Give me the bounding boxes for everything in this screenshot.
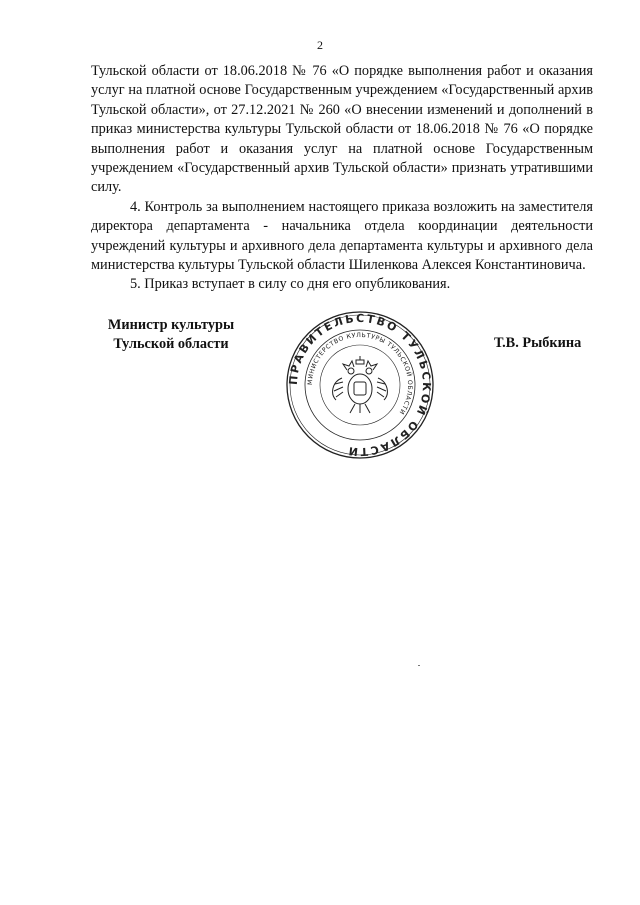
seal-outer-text: ПРАВИТЕЛЬСТВО ТУЛЬСКОЙ ОБЛАСТИ	[286, 311, 434, 459]
signature-block	[0, 310, 640, 460]
signatory-name: Т.В. Рыбкина	[494, 335, 582, 351]
scan-mark	[418, 665, 420, 666]
page-number: 2	[317, 38, 323, 52]
paragraph-effective: 5. Приказ вступает в силу со дня его опубликования.	[130, 276, 451, 293]
signatory-position-line1: Министр культуры	[107, 317, 235, 333]
signatory-position-line2: Тульской области	[113, 336, 229, 353]
signatory-position	[96, 316, 246, 355]
paragraph-continuation: Тульской области от 18.06.2018 № 76 «О порядке выполнения работ и оказания услуг на платной основе Государственным учреждением «Государственный архив Тульской области», от 27.12.2021 № 260 «О внесении изменений и дополнений в приказ министерства культуры Тульской области от 18.06.2018 № 76 «О порядке выполнения работ и оказания услуг на платной основе Государственным учреждением «Государственный архив Тульской области» признать утратившими силу.	[91, 63, 593, 196]
document-body	[91, 62, 593, 295]
seal-inner-text: МИНИСТЕРСТВО КУЛЬТУРЫ ТУЛЬСКОЙ ОБЛАСТИ	[306, 331, 414, 416]
double-headed-eagle-emblem-icon	[333, 356, 388, 413]
official-seal	[285, 310, 435, 460]
paragraph-control: 4. Контроль за выполнением настоящего приказа возложить на заместителя директора департамента - начальника отдела координации деятельности учреждений культуры и архивного дела департамента культуры и архивного дела министерства культуры Тульской области Шиленкова Алексея Константиновича.	[91, 198, 593, 274]
